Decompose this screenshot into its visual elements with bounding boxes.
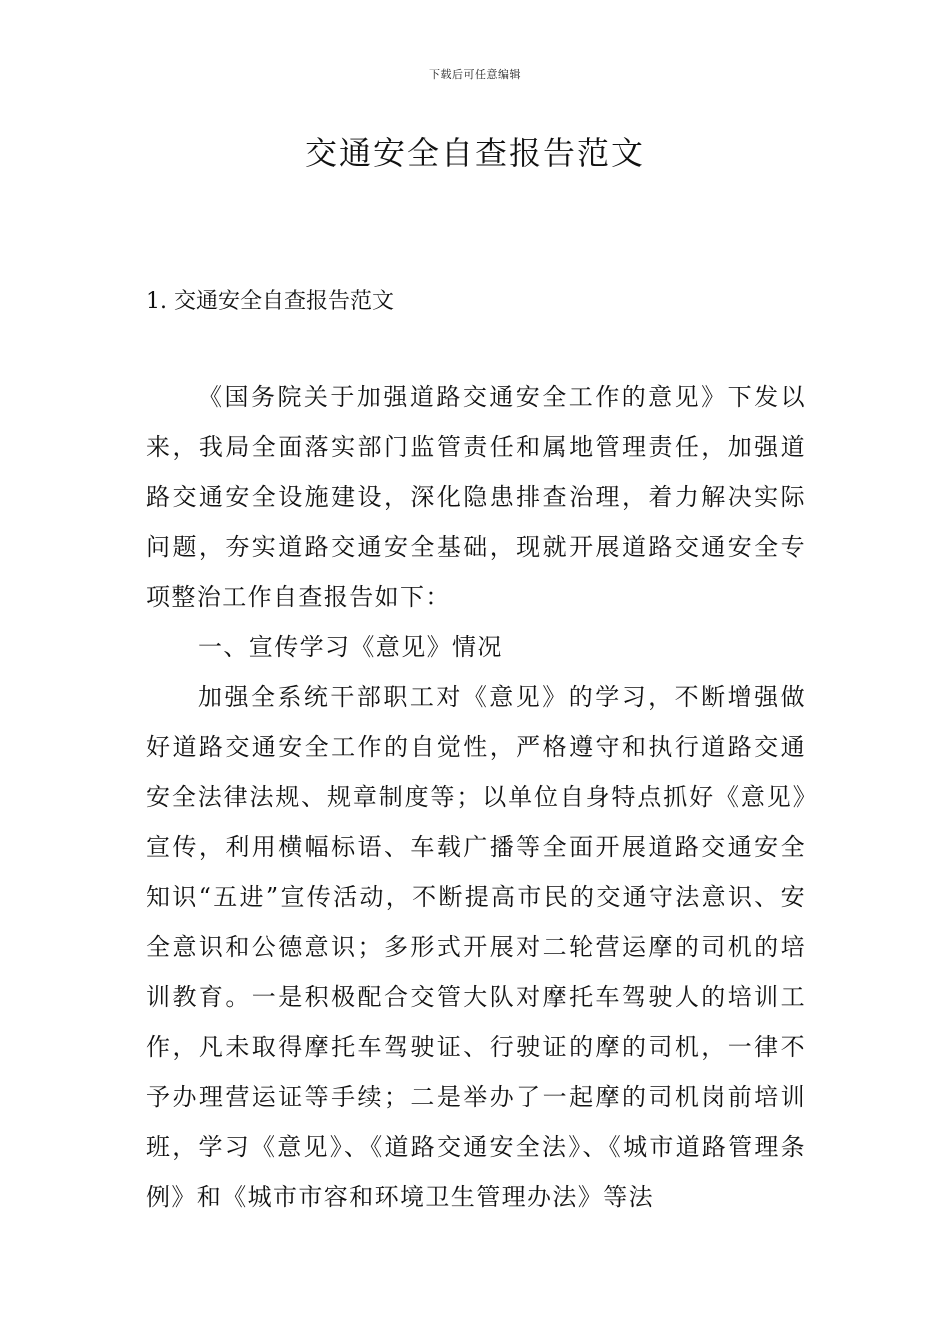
- body-paragraph: 加强全系统干部职工对《意见》的学习，不断增强做好道路交通安全工作的自觉性，严格遵守和执行道路交通安全法律法规、规章制度等；以单位自身特点抓好《意见》宣传，利用横幅标语、车载广播等全面开展道路交通安全知识“五进”宣传活动，不断提高市民的交通守法意识、安全意识和公德意识；多形式开展对二轮营运摩的司机的培训教育。一是积极配合交管大队对摩托车驾驶人的培训工作，凡未取得摩托车驾驶证、行驶证的摩的司机，一律不予办理营运证等手续；二是举办了一起摩的司机岗前培训班，学习《意见》、《道路交通安全法》、《城市道路管理条例》和《城市市容和环境卫生管理办法》等法: [146, 683, 806, 1211]
- document-title: 交通安全自查报告范文: [304, 134, 645, 172]
- intro-paragraph: 《国务院关于加强道路交通安全工作的意见》下发以来，我局全面落实部门监管责任和属地管理责任，加强道路交通安全设施建设，深化隐患排查治理，着力解决实际问题，夯实道路交通安全基础，现就开展道路交通安全专项整治工作自查报告如下：: [146, 383, 806, 611]
- subsection-heading: 一、宣传学习《意见》情况: [198, 633, 503, 661]
- section-heading: 1. 交通安全自查报告范文: [146, 289, 394, 314]
- document-body: [146, 372, 806, 1222]
- header-note: 下载后可任意编辑: [429, 68, 521, 81]
